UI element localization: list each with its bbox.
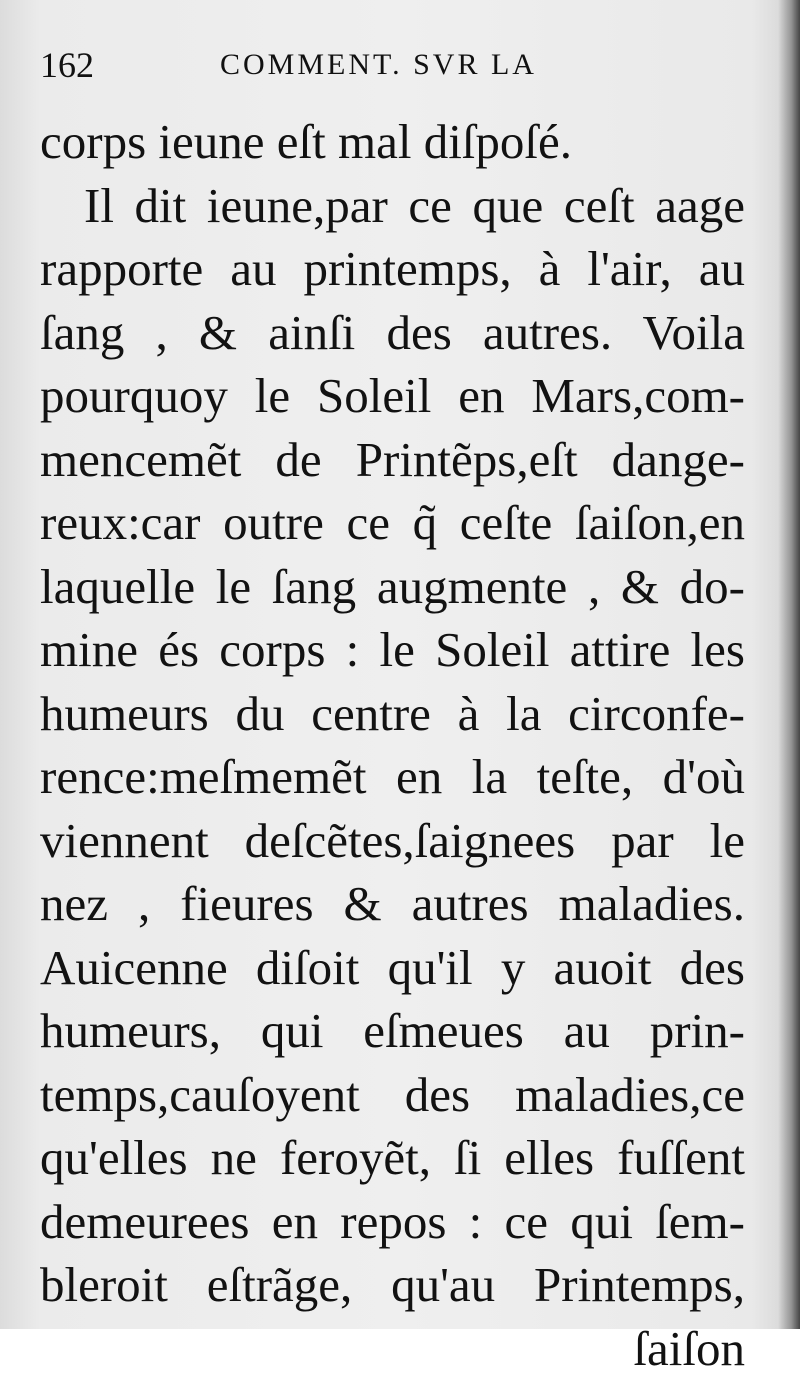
- page-edge-shadow: [778, 0, 800, 1329]
- text-line: Auicenne diſoit qu'il y auoit des: [40, 936, 745, 1000]
- body-text: [40, 110, 745, 1380]
- text-line: ſang , & ainſi des autres. Voila: [40, 301, 745, 365]
- text-line: laquelle le ſang augmente , & do-: [40, 555, 745, 619]
- text-line: temps,cauſoyent des maladies,ce: [40, 1063, 745, 1127]
- text-line: humeurs du centre à la circonfe-: [40, 682, 745, 746]
- text-line: demeurees en repos : ce qui ſem-: [40, 1190, 745, 1254]
- text-line: Il dit ieune,par ce que ceſt aage: [40, 174, 745, 238]
- text-line: humeurs, qui eſmeues au prin-: [40, 999, 745, 1063]
- catchword: ſaiſon: [40, 1317, 745, 1380]
- text-line: mine és corps : le Soleil attire les: [40, 618, 745, 682]
- text-line: viennent deſcẽtes,ſaignees par le: [40, 809, 745, 873]
- text-line: qu'elles ne feroyẽt, ſi elles fuſſent: [40, 1126, 745, 1190]
- text-line: bleroit eſtrãge, qu'au Printemps,: [40, 1253, 745, 1317]
- running-head: COMMENT. SVR LA: [220, 40, 537, 90]
- page-number: 162: [40, 40, 94, 90]
- text-line: rapporte au printemps, à l'air, au: [40, 237, 745, 301]
- text-line: pourquoy le Soleil en Mars,com-: [40, 364, 745, 428]
- text-line: nez , fieures & autres maladies.: [40, 872, 745, 936]
- text-line: corps ieune eſt mal diſpoſé.: [40, 110, 745, 174]
- text-line: reux:car outre ce q̃ ceſte ſaiſon,en: [40, 491, 745, 555]
- text-line: rence:meſmemẽt en la teſte, d'où: [40, 745, 745, 809]
- text-line: mencemẽt de Printẽps,eſt dange-: [40, 428, 745, 492]
- page-header: [40, 40, 760, 90]
